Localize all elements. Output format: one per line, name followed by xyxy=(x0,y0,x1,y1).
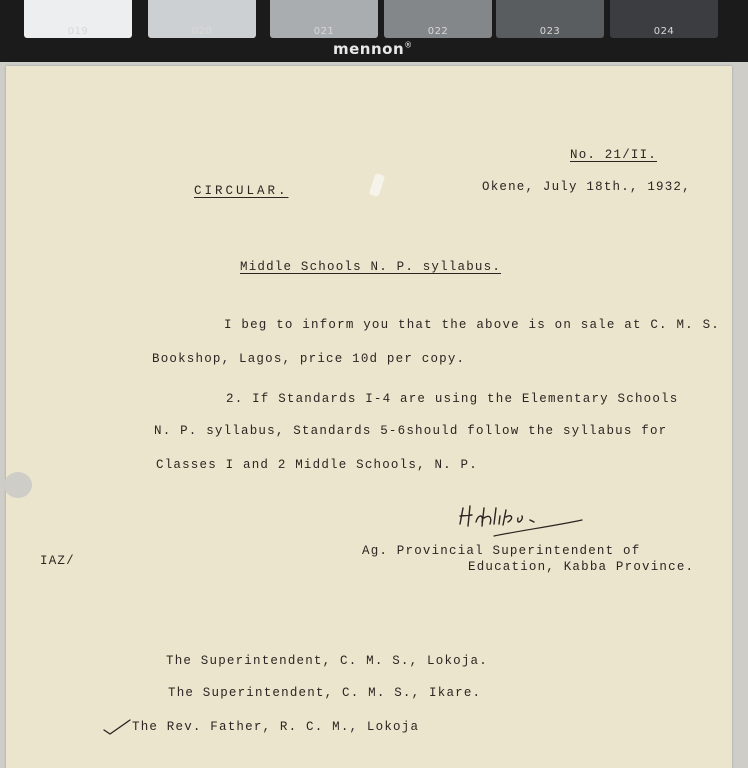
patch-number: 023 xyxy=(539,26,561,37)
paragraph-1-line-1: I beg to inform you that the above is on sale at C. M. S. xyxy=(224,318,720,332)
patch-number: 021 xyxy=(313,26,335,37)
paragraph-2-line-2: N. P. syllabus, Standards 5-6should follow the syllabus for xyxy=(154,424,668,438)
subject-line: Middle Schools N. P. syllabus. xyxy=(240,260,502,274)
patch-number: 024 xyxy=(653,26,675,37)
patch-number: 019 xyxy=(67,26,89,37)
recipient-3: The Rev. Father, R. C. M., Lokoja xyxy=(132,720,420,734)
patch-number: 020 xyxy=(191,26,213,37)
circular-document xyxy=(6,66,732,768)
calibration-patch xyxy=(148,0,256,38)
place-and-date: Okene, July 18th., 1932, xyxy=(482,180,691,194)
calibration-patch xyxy=(24,0,132,38)
signatory-title-line-1: Ag. Provincial Superintendent of xyxy=(362,544,641,558)
registered-mark: ® xyxy=(404,40,413,50)
recipient-2: The Superintendent, C. M. S., Ikare. xyxy=(168,686,482,700)
calibration-patch xyxy=(270,0,378,38)
circular-heading: CIRCULAR. xyxy=(194,184,289,198)
handwritten-signature xyxy=(454,496,604,546)
calibration-patch xyxy=(496,0,604,38)
circular-number: No. 21/II. xyxy=(570,148,658,162)
calibration-patch xyxy=(610,0,718,38)
paper-tear xyxy=(369,173,385,197)
color-calibration-strip xyxy=(0,0,748,62)
brand-name: mennon xyxy=(333,40,405,58)
checkmark-icon xyxy=(102,716,132,736)
recipient-1: The Superintendent, C. M. S., Lokoja. xyxy=(166,654,488,668)
paragraph-2-line-3: Classes I and 2 Middle Schools, N. P. xyxy=(156,458,478,472)
signatory-title-line-2: Education, Kabba Province. xyxy=(468,560,695,574)
calibration-patch xyxy=(384,0,492,38)
patch-number: 022 xyxy=(427,26,449,37)
paragraph-2-line-1: 2. If Standards I-4 are using the Elementary Schools xyxy=(226,392,679,406)
punch-hole xyxy=(4,472,32,498)
brand-logo xyxy=(333,40,412,59)
reference-code: IAZ/ xyxy=(40,554,75,568)
paragraph-1-line-2: Bookshop, Lagos, price 10d per copy. xyxy=(152,352,466,366)
